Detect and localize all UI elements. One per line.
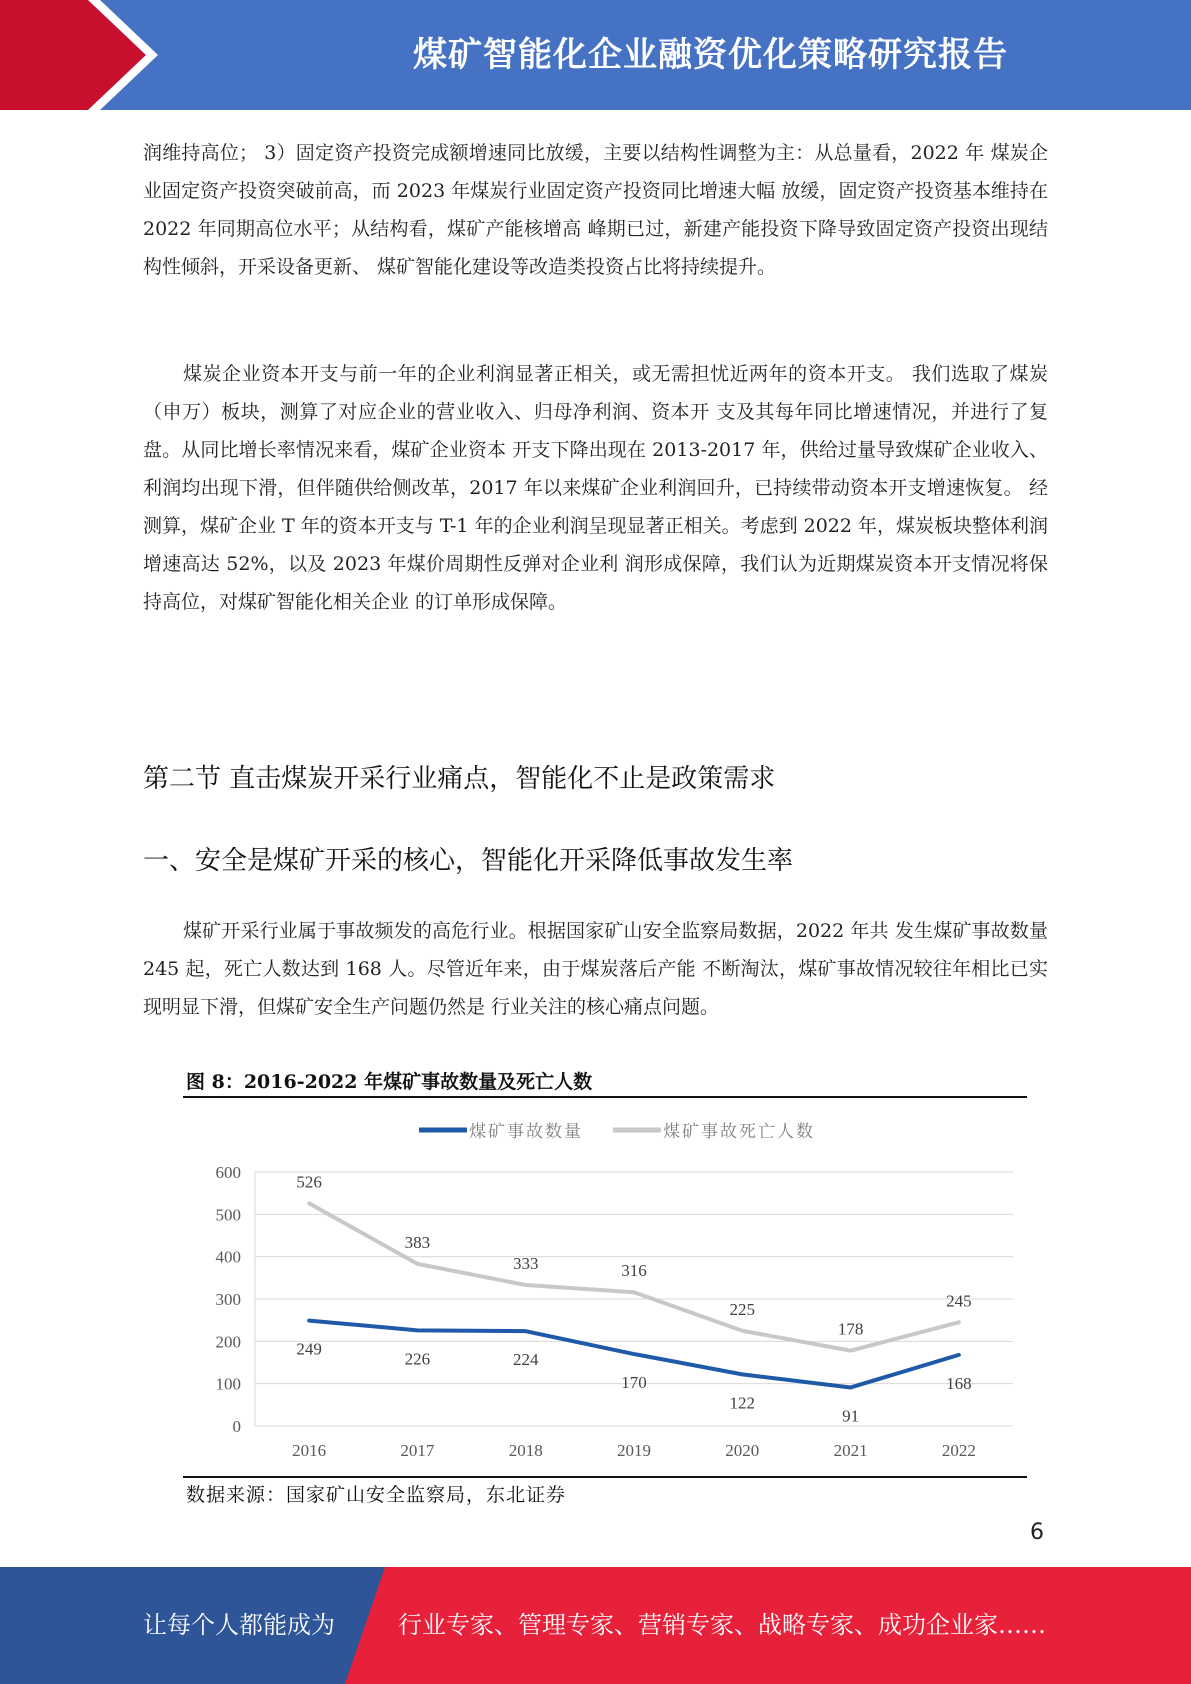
- y-tick-label: 400: [215, 1247, 241, 1267]
- data-point: [958, 1322, 959, 1323]
- x-tick-label: 2018: [508, 1441, 543, 1460]
- data-label: 168: [946, 1373, 972, 1393]
- figure-source: 数据来源：国家矿山安全监察局，东北证券: [186, 1484, 567, 1506]
- x-tick-label: 2022: [941, 1441, 976, 1460]
- data-label: 225: [729, 1299, 756, 1319]
- footer-slogan-right: 行业专家、管理专家、营销专家、战略专家、成功企业家……: [398, 1611, 1046, 1639]
- data-point: [850, 1350, 851, 1351]
- subsection-heading: 一、安全是煤矿开采的核心，智能化开采降低事故发生率: [143, 846, 794, 876]
- chart-legend: [419, 1122, 815, 1141]
- data-label: 333: [512, 1254, 539, 1274]
- data-label: 383: [404, 1232, 431, 1252]
- data-label: 245: [946, 1291, 972, 1311]
- x-tick-label: 2019: [617, 1441, 651, 1460]
- data-point: [525, 1285, 526, 1286]
- accident-line-chart: [183, 1100, 1027, 1472]
- data-label: 526: [296, 1172, 322, 1192]
- data-point: [634, 1354, 635, 1355]
- data-point: [309, 1320, 310, 1321]
- data-label: 224: [512, 1350, 539, 1370]
- data-point: [742, 1330, 743, 1331]
- data-label: 316: [621, 1261, 647, 1281]
- figure-title: 图 8：2016-2022 年煤矿事故数量及死亡人数: [186, 1071, 593, 1093]
- legend-label: 煤矿事故死亡人数: [663, 1122, 815, 1141]
- figure-bottom-rule: [183, 1476, 1027, 1478]
- data-point: [417, 1263, 418, 1264]
- header-arrow-icon: [0, 0, 240, 110]
- data-point: [958, 1354, 959, 1355]
- footer-slogan-left: 让每个人都能成为: [143, 1611, 335, 1639]
- data-label: 170: [621, 1373, 647, 1393]
- data-label: 226: [404, 1349, 431, 1369]
- section-heading: 第二节 直击煤炭开采行业痛点，智能化不止是政策需求: [143, 764, 776, 794]
- paragraph-3: 煤矿开采行业属于事故频发的高危行业。根据国家矿山安全监察局数据，2022 年共 发生煤矿事故数量 245 起，死亡人数达到 168 人。尽管近年来，由于煤炭落后产能 不断淘汰，煤矿事故情况较往年相比已实现明显下滑，但煤矿安全生产问题仍然是 行业关注的核心痛点问题。: [143, 920, 1048, 1018]
- data-point: [417, 1330, 418, 1331]
- paragraph-2: 煤炭企业资本开支与前一年的企业利润显著正相关，或无需担忧近两年的资本开支。 我们选取了煤炭（申万）板块，测算了对应企业的营业收入、归母净利润、资本开 支及其每年同比增速情况，并进行了复盘。从同比增长率情况来看，煤矿企业资本 开支下降出现在 2013-2017 年，供给过量导致煤矿企业收入、利润均出现下滑，但伴随供给侧改革，2017 年以来煤矿企业利润回升，已持续带动资本开支增速恢复。 经测算，煤矿企业 T 年的资本开支与 T-1 年的企业利润呈现显著正相关。考虑到 2022 年，煤炭板块整体利润增速高达 52%，以及 2023 年煤价周期性反弹对企业利 润形成保障，我们认为近期煤炭资本开支情况将保持高位，对煤矿智能化相关企业 的订单形成保障。: [143, 363, 1048, 613]
- data-point: [742, 1374, 743, 1375]
- chart-x-axis: [292, 1441, 976, 1460]
- chart-y-axis: [216, 1163, 256, 1436]
- header-banner: [0, 0, 1191, 110]
- data-point: [525, 1331, 526, 1332]
- figure-top-rule: [183, 1096, 1027, 1098]
- data-label: 178: [837, 1319, 864, 1339]
- data-label: 91: [842, 1406, 860, 1426]
- x-tick-label: 2016: [292, 1441, 327, 1460]
- legend-label: 煤矿事故数量: [469, 1122, 583, 1141]
- y-tick-label: 500: [215, 1205, 241, 1225]
- y-tick-label: 0: [232, 1417, 241, 1436]
- y-tick-label: 100: [215, 1374, 241, 1394]
- footer-banner: [0, 1567, 1191, 1684]
- data-point: [634, 1292, 635, 1293]
- data-label: 249: [296, 1339, 322, 1359]
- y-tick-label: 600: [215, 1163, 241, 1182]
- page-number: 6: [1030, 1520, 1044, 1545]
- x-tick-label: 2020: [725, 1441, 760, 1460]
- data-point: [850, 1387, 851, 1388]
- x-tick-label: 2017: [400, 1441, 435, 1460]
- paragraph-1: 润维持高位； 3）固定资产投资完成额增速同比放缓，主要以结构性调整为主：从总量看，2022 年 煤炭企业固定资产投资突破前高，而 2023 年煤炭行业固定资产投资同比增速大幅 放缓，固定资产投资基本维持在 2022 年同期高位水平；从结构看，煤矿产能核增高 峰期已过，新建产能投资下降导致固定资产投资出现结构性倾斜，开采设备更新、 煤矿智能化建设等改造类投资占比将持续提升。: [143, 142, 1048, 278]
- data-point: [309, 1203, 310, 1204]
- y-tick-label: 200: [215, 1332, 241, 1352]
- report-title: 煤矿智能化企业融资优化策略研究报告: [413, 35, 1008, 75]
- data-label: 122: [729, 1393, 756, 1413]
- y-tick-label: 300: [215, 1290, 241, 1309]
- x-tick-label: 2021: [833, 1441, 868, 1460]
